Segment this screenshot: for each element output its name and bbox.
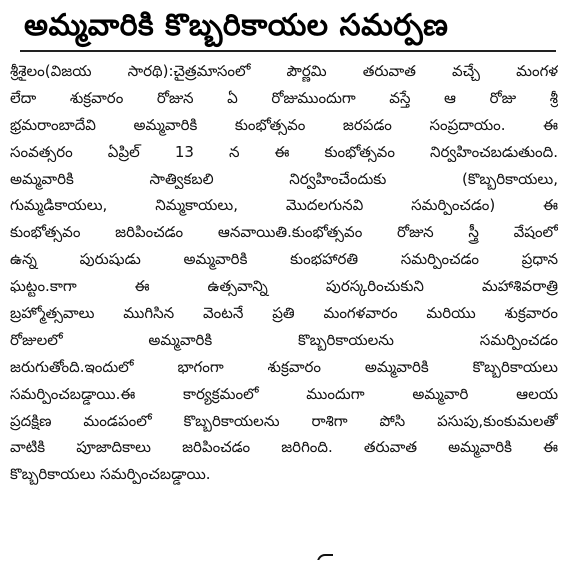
body-line-last: కొబ్బరికాయలు సమర్పించబడ్డాయి. [10,465,211,484]
cut-off-next-text-fragment [305,552,345,560]
body-line: జరుగుతోంది.ఇందులో భాగంగా శుక్రవారం అమ్మవారికి కొబ్బరికాయలు [10,357,558,376]
article-body [10,58,558,488]
body-line: సంవత్సరం ఏప్రిల్ 13 న ఈ కుంభోత్సవం నిర్వహించబడుతుంది. [10,142,558,161]
body-line: ప్రదక్షిణ మండపంలో కొబ్బరికాయలను రాశిగా పోసి పసుపు,కుంకుమలతో [10,411,558,430]
body-line: గుమ్మడికాయలు, నిమ్మకాయలు, మొదలగునవి సమర్పించడం) ఈ [10,196,558,215]
headline-rule [20,50,556,52]
body-line: ఉన్న పురుషుడు అమ్మవారికి కుంభహారతి సమర్పించడం ప్రధాన [10,250,558,269]
body-line: అమ్మవారికి సాత్వికబలి నిర్వహించేందుకు (కొబ్బరికాయలు, [10,169,558,188]
body-line: బ్రహ్మోత్సవాలు ముగిసిన వెంటనే ప్రతి మంగళవారం మరియు శుక్రవారం [10,304,558,323]
body-line: లేదా శుక్రవారం రోజున ఏ రోజుముందుగా వస్తే ఆ రోజు శ్రీ [10,88,558,107]
body-line: ఘట్టం.కాగా ఈ ఉత్సవాన్ని పురస్కరించుకుని మహాశివరాత్రి [10,277,558,296]
body-line: వాటికి పూజాదికాలు జరిపించడం జరిగింది. తరువాత అమ్మవారికి ఈ [10,438,558,457]
body-line: భ్రమరాంబాదేవి అమ్మవారికి కుంభోత్సవం జరపడం సంప్రదాయం. ఈ [10,115,558,134]
body-line: సమర్పించబడ్డాయి.ఈ కార్యక్రమంలో ముందుగా అమ్మవారి ఆలయ [10,384,558,403]
article-headline: అమ్మవారికి కొబ్బరికాయల సమర్పణ [24,8,449,43]
body-line: శ్రీశైలం(విజయ సారథి):చైత్రమాసంలో పౌర్ణమి తరువాత వచ్చే మంగళ [10,62,558,80]
body-line: రోజులలో అమ్మవారికి కొబ్బరికాయలను సమర్పించడం [10,330,558,349]
body-line: కుంభోత్సవం జరిపించడం ఆనవాయితి.కుంభోత్సవం రోజున స్త్రీ వేషంలో [10,223,558,242]
